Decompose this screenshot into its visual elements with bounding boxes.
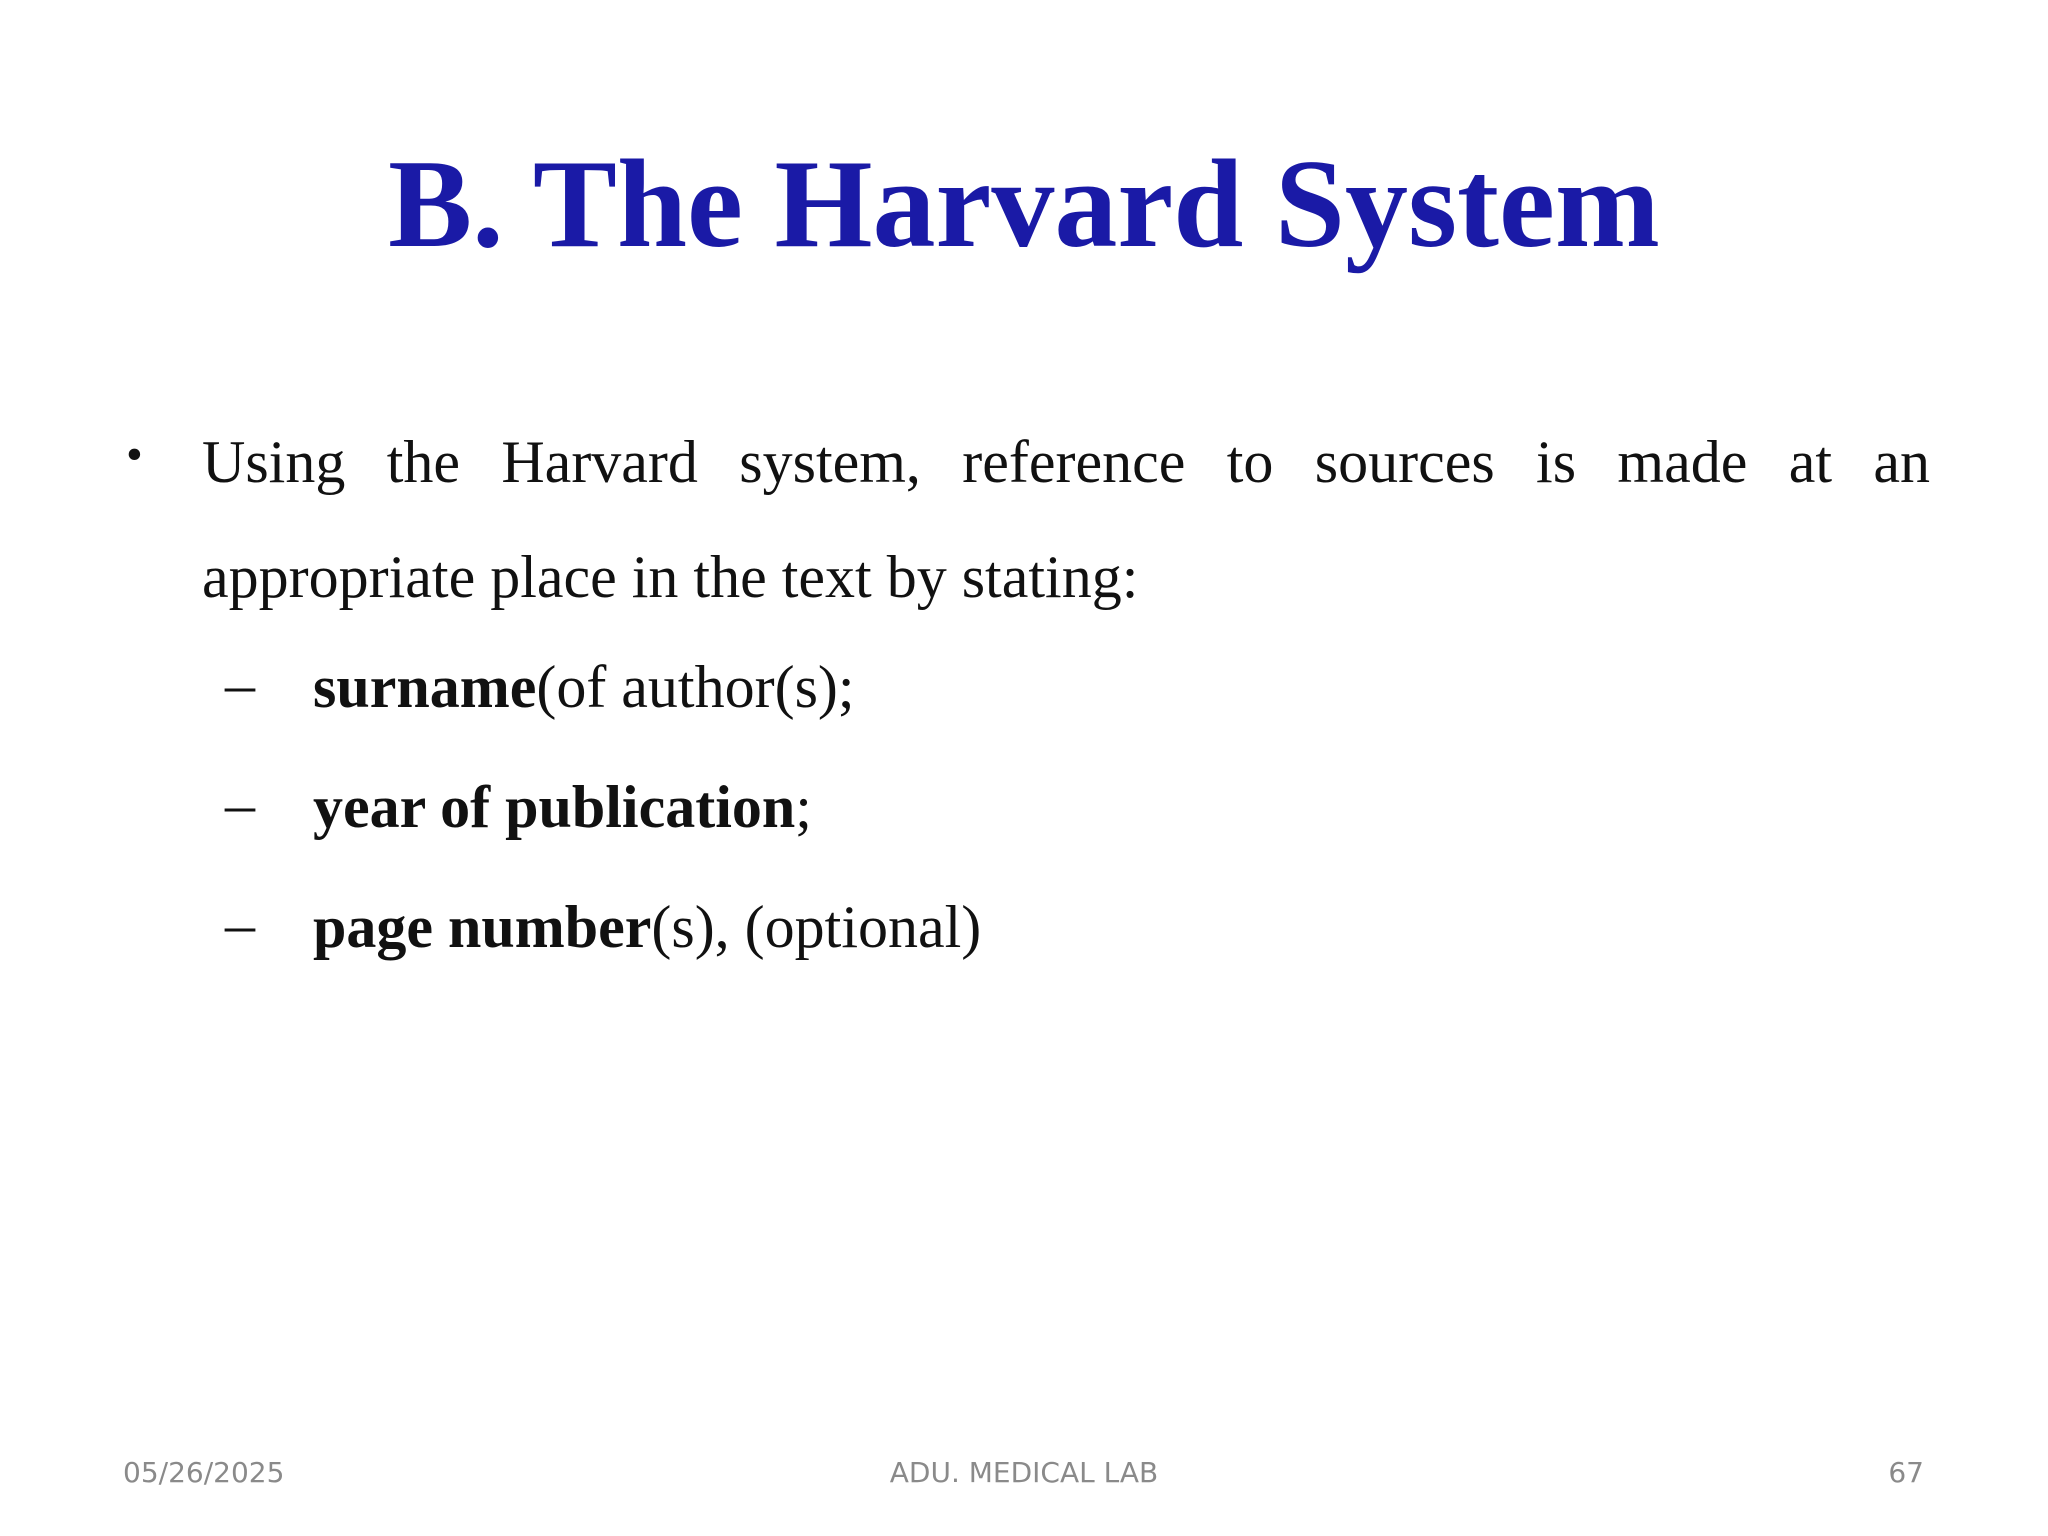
- dash-icon: –: [225, 651, 255, 717]
- sub-list: [120, 647, 1930, 967]
- dash-icon: –: [225, 891, 255, 957]
- sub-item-bold: surname: [313, 654, 537, 720]
- dash-icon: –: [225, 771, 255, 837]
- sub-item-bold: year of publication: [313, 774, 796, 840]
- footer-organization: ADU. MEDICAL LAB: [889, 1456, 1159, 1489]
- footer-date: 05/26/2025: [123, 1456, 285, 1489]
- slide-content: [120, 405, 1930, 967]
- sub-item-page-number: [225, 887, 1930, 967]
- footer-page-number: 67: [1888, 1456, 1924, 1489]
- bullet-text: Using the Harvard system, reference to sources is made at an appropriate place in the text by stating:: [202, 429, 1930, 610]
- sub-item-year: [225, 767, 1930, 847]
- sub-item-bold: page number: [313, 894, 652, 960]
- bullet-icon: •: [126, 428, 143, 481]
- bullet-item: [120, 405, 1930, 635]
- sub-item-text: ;: [795, 774, 812, 840]
- sub-item-text: (of author(s);: [536, 654, 855, 720]
- slide-title: B. The Harvard System: [388, 135, 1660, 274]
- sub-item-text: (s), (optional): [651, 894, 982, 960]
- sub-item-surname: [225, 647, 1930, 727]
